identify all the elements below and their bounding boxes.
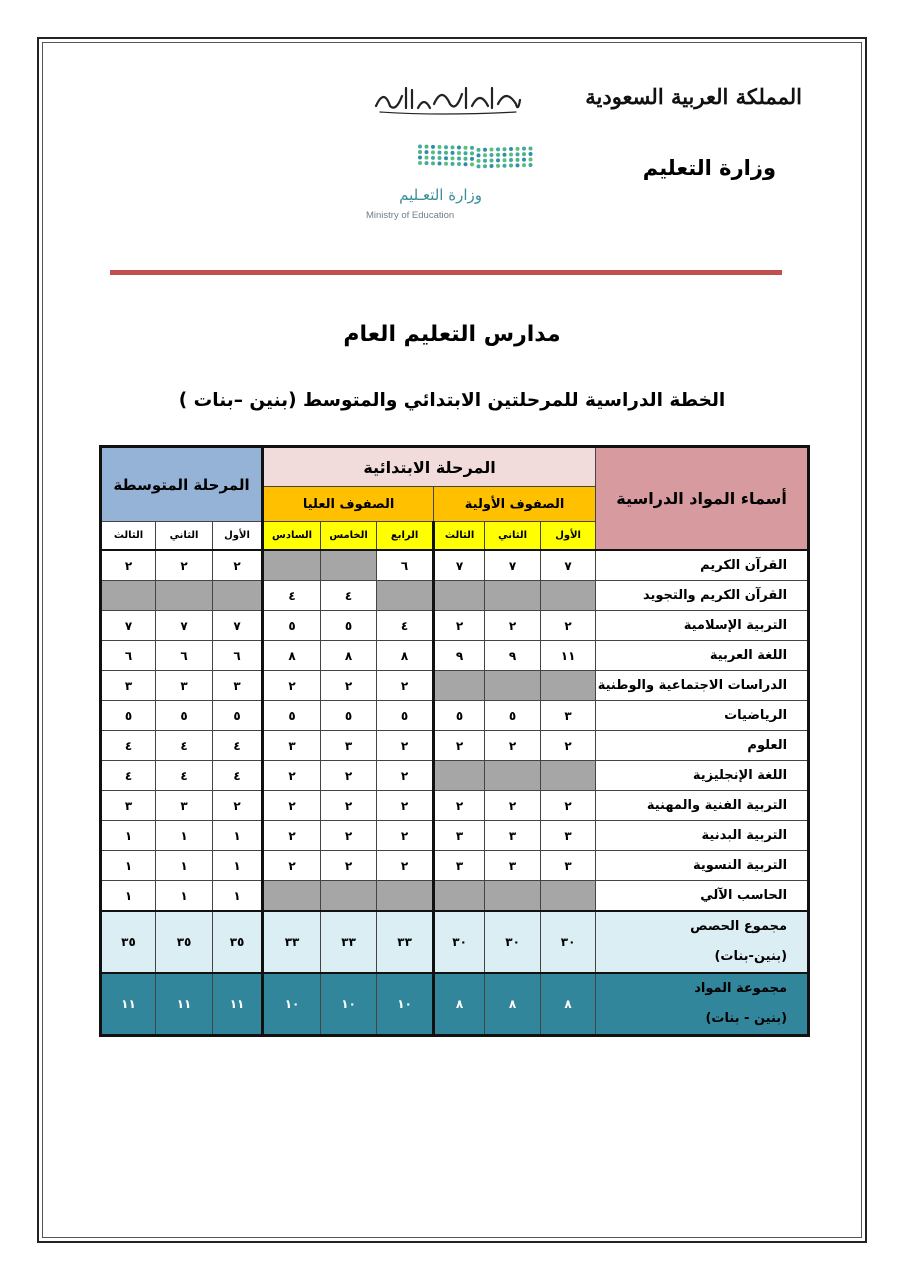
period-count: ١ [213,821,263,851]
subject-name: اللغة العربية [596,641,809,671]
subject-count-row-value: ٨ [541,973,596,1036]
subject-row [101,641,809,671]
period-count: ١١ [541,641,596,671]
period-count: ٥ [377,701,434,731]
period-count: ٣ [541,701,596,731]
period-count: ١ [156,851,213,881]
empty-cell [101,581,156,611]
period-count: ٩ [434,641,485,671]
subject-count-row-value: ٨ [434,973,485,1036]
period-count: ٢ [213,791,263,821]
period-count: ٦ [156,641,213,671]
period-count: ١ [156,881,213,912]
empty-cell [321,881,377,912]
subject-row [101,791,809,821]
subject-row [101,550,809,581]
header-divider [110,270,782,275]
subject-row [101,611,809,641]
empty-cell [434,671,485,701]
period-count: ١ [101,821,156,851]
total-periods-row-value: ٣٠ [541,911,596,973]
period-count: ٣ [541,851,596,881]
subject-count-row-value: ١٠ [377,973,434,1036]
subject-name: التربية الفنية والمهنية [596,791,809,821]
grade-header-7: الأول [213,522,263,551]
period-count: ٥ [263,701,321,731]
period-count: ٢ [434,611,485,641]
period-count: ٧ [485,550,541,581]
period-count: ٢ [377,671,434,701]
empty-cell [485,761,541,791]
period-count: ٢ [485,731,541,761]
subject-name: التربية النسوية [596,851,809,881]
subject-name: الحاسب الآلي [596,881,809,912]
period-count: ٧ [156,611,213,641]
period-count: ٢ [321,791,377,821]
period-count: ٣ [101,791,156,821]
period-count: ٣ [434,821,485,851]
period-count: ٢ [321,761,377,791]
period-count: ٤ [156,761,213,791]
period-count: ٢ [377,851,434,881]
total-periods-row-value: ٣٠ [434,911,485,973]
empty-cell [541,761,596,791]
empty-cell [541,671,596,701]
period-count: ٣ [156,791,213,821]
total-periods-row-value: ٣٣ [263,911,321,973]
grade-header-6: السادس [263,522,321,551]
subject-count-row-value: ١١ [101,973,156,1036]
period-count: ٥ [321,611,377,641]
period-count: ٥ [101,701,156,731]
period-count: ٥ [434,701,485,731]
empty-cell [541,881,596,912]
total-periods-row-value: ٣٣ [321,911,377,973]
total-periods-row-value: ٣٣ [377,911,434,973]
subject-name: القرآن الكريم [596,550,809,581]
period-count: ٥ [263,611,321,641]
ministry-name: وزارة التعليم [642,156,776,180]
grade-header-4: الرابع [377,522,434,551]
period-count: ١ [101,881,156,912]
basmala-calligraphy [370,82,524,116]
period-count: ٥ [213,701,263,731]
empty-cell [377,881,434,912]
subject-count-row [101,973,809,1036]
total-periods-row-label-line1: مجموع الحصص [690,919,788,934]
empty-cell [213,581,263,611]
period-count: ٢ [485,611,541,641]
grade-header-1: الأول [541,522,596,551]
period-count: ٣ [101,671,156,701]
total-periods-row [101,911,809,973]
lower-grades-header: الصفوف الأولية [434,487,596,522]
total-periods-row-value: ٣٥ [213,911,263,973]
period-count: ٢ [541,731,596,761]
subject-row [101,671,809,701]
subject-name: الرياضيات [596,701,809,731]
subject-count-row-label [596,973,809,1036]
kingdom-name: المملكة العربية السعودية [585,84,802,109]
subject-name: اللغة الإنجليزية [596,761,809,791]
subject-count-row-label-line2: (بنين - بنات) [705,1011,788,1026]
total-periods-row-label-line2: (بنين-بنات) [714,949,788,964]
subject-name: العلوم [596,731,809,761]
period-count: ٢ [377,761,434,791]
period-count: ٣ [485,821,541,851]
subject-name: التربية الإسلامية [596,611,809,641]
period-count: ٤ [263,581,321,611]
subject-row [101,581,809,611]
period-count: ٦ [377,550,434,581]
period-count: ٢ [321,821,377,851]
study-plan-table [99,445,810,1037]
period-count: ٥ [485,701,541,731]
period-count: ٤ [213,731,263,761]
period-count: ٨ [263,641,321,671]
subject-name: القرآن الكريم والتجويد [596,581,809,611]
empty-cell [263,881,321,912]
empty-cell [377,581,434,611]
period-count: ٤ [101,761,156,791]
grade-header-3: الثالث [434,522,485,551]
period-count: ٦ [101,641,156,671]
subject-row [101,731,809,761]
period-count: ٥ [156,701,213,731]
period-count: ٢ [434,731,485,761]
period-count: ٧ [213,611,263,641]
period-count: ٢ [377,791,434,821]
period-count: ٢ [156,550,213,581]
grade-header-5: الخامس [321,522,377,551]
empty-cell [434,881,485,912]
empty-cell [434,581,485,611]
period-count: ٧ [101,611,156,641]
period-count: ١ [213,851,263,881]
period-count: ٢ [321,671,377,701]
page-title: مدارس التعليم العام [343,322,561,347]
period-count: ٤ [156,731,213,761]
period-count: ٢ [263,821,321,851]
period-count: ٨ [321,641,377,671]
empty-cell [156,581,213,611]
period-count: ٣ [485,851,541,881]
period-count: ٣ [156,671,213,701]
period-count: ٤ [101,731,156,761]
logo-arabic-text: وزارة التعـليم [399,186,482,204]
subject-count-row-value: ١١ [213,973,263,1036]
page-subtitle: الخطة الدراسية للمرحلتين الابتدائي والمتوسط (بنين –بنات ) [178,390,726,411]
empty-cell [321,550,377,581]
period-count: ٩ [485,641,541,671]
period-count: ١ [213,881,263,912]
period-count: ٢ [213,550,263,581]
subject-count-row-label-line1: مجموعة المواد [694,981,788,996]
subject-count-row-value: ١١ [156,973,213,1036]
total-periods-row-label [596,911,809,973]
subject-row [101,851,809,881]
period-count: ٢ [377,821,434,851]
period-count: ٢ [434,791,485,821]
subjects-header: أسماء المواد الدراسية [596,447,809,551]
period-count: ١ [156,821,213,851]
middle-stage-header: المرحلة المتوسطة [101,447,263,522]
total-periods-row-value: ٣٠ [485,911,541,973]
primary-stage-header: المرحلة الابتدائية [263,447,596,487]
subject-name: الدراسات الاجتماعية والوطنية [596,671,809,701]
subject-row [101,701,809,731]
empty-cell [263,550,321,581]
period-count: ٣ [263,731,321,761]
period-count: ١ [101,851,156,881]
period-count: ٢ [541,611,596,641]
subject-row [101,881,809,912]
period-count: ٣ [541,821,596,851]
period-count: ٦ [213,641,263,671]
period-count: ٢ [263,671,321,701]
subject-row [101,761,809,791]
period-count: ٢ [263,791,321,821]
grade-header-8: الثاني [156,522,213,551]
subject-name: التربية البدنية [596,821,809,851]
period-count: ٢ [321,851,377,881]
period-count: ٢ [377,731,434,761]
period-count: ٢ [541,791,596,821]
period-count: ٢ [263,851,321,881]
subject-row [101,821,809,851]
period-count: ٧ [541,550,596,581]
empty-cell [485,671,541,701]
subject-count-row-value: ٨ [485,973,541,1036]
grade-header-2: الثاني [485,522,541,551]
logo-english-text: Ministry of Education [366,210,455,221]
empty-cell [541,581,596,611]
period-count: ٤ [213,761,263,791]
period-count: ٤ [377,611,434,641]
period-count: ٤ [321,581,377,611]
period-count: ٨ [377,641,434,671]
subject-count-row-value: ١٠ [263,973,321,1036]
empty-cell [485,881,541,912]
grade-header-9: الثالث [101,522,156,551]
total-periods-row-value: ٣٥ [101,911,156,973]
empty-cell [485,581,541,611]
period-count: ٢ [485,791,541,821]
period-count: ٣ [321,731,377,761]
period-count: ٧ [434,550,485,581]
period-count: ٣ [213,671,263,701]
upper-grades-header: الصفوف العليا [263,487,434,522]
period-count: ٣ [434,851,485,881]
period-count: ٥ [321,701,377,731]
total-periods-row-value: ٣٥ [156,911,213,973]
empty-cell [434,761,485,791]
period-count: ٢ [263,761,321,791]
subject-count-row-value: ١٠ [321,973,377,1036]
period-count: ٢ [101,550,156,581]
